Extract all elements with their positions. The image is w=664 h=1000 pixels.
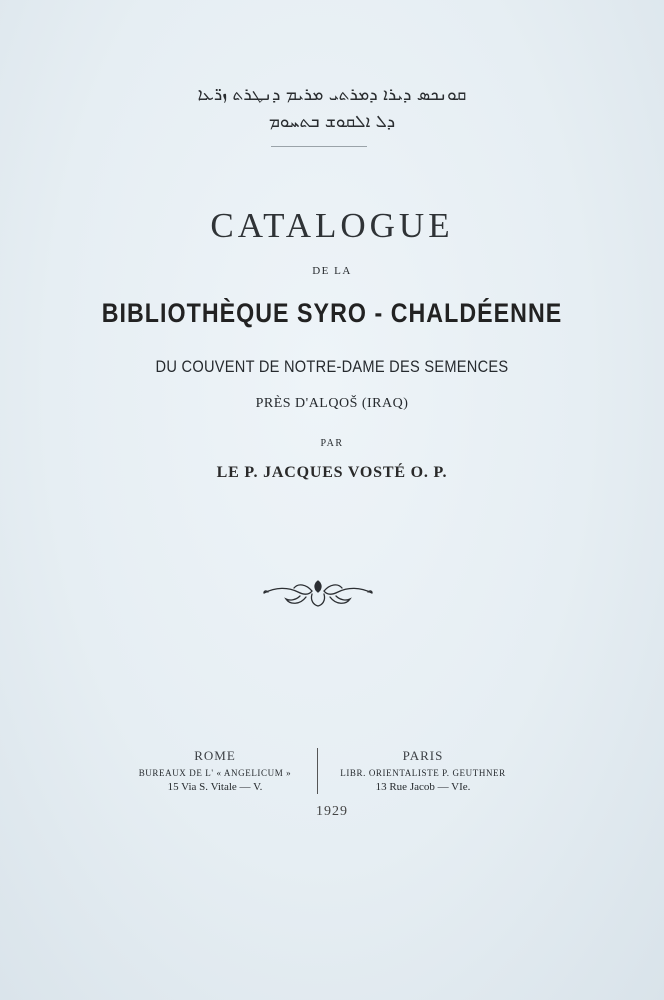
- author-name: LE P. JACQUES VOSTÉ O. P.: [216, 464, 448, 481]
- title-location: PRÈS D'ALQOŠ (IRAQ): [255, 396, 409, 411]
- imprint-rome: [130, 748, 300, 793]
- publication-year: 1929: [316, 804, 348, 819]
- imprint-divider: [317, 748, 318, 794]
- title-couvent: DU COUVENT DE NOTRE-DAME DES SEMENCES: [155, 357, 509, 376]
- header-rule: [271, 146, 367, 147]
- imprint-paris-city: PARIS: [402, 748, 444, 763]
- imprint-paris-publisher: LIBR. ORIENTALISTE P. GEUTHNER: [340, 768, 506, 778]
- imprint-rome-publisher: BUREAUX DE L' « ANGELICUM »: [138, 768, 292, 778]
- author-par: PAR: [320, 438, 344, 449]
- imprint-rome-address: 15 Via S. Vitale — V.: [167, 781, 263, 793]
- syriac-heading-line-1: ܩܘܢܟܣ ܕܝܪܐ ܕܡܪܬܝ ܡܪܝܡ ܕܢܛܪܬ ܙܪ̈ܥܐ: [197, 85, 467, 105]
- imprint-paris-address: 13 Rue Jacob — VIe.: [375, 781, 471, 793]
- title-catalogue: CATALOGUE: [210, 206, 454, 245]
- imprint-paris: [338, 748, 508, 793]
- title-bibliotheque: BIBLIOTHÈQUE SYRO - CHALDÉENNE: [101, 298, 563, 328]
- syriac-heading-line-2: ܕܠ ܐܠܩܘܫ ܒܬܚܘܡ: [268, 112, 396, 132]
- fleuron-ornament-icon: [262, 575, 374, 609]
- title-de-la: DE LA: [312, 265, 352, 277]
- imprint-rome-city: ROME: [194, 748, 236, 763]
